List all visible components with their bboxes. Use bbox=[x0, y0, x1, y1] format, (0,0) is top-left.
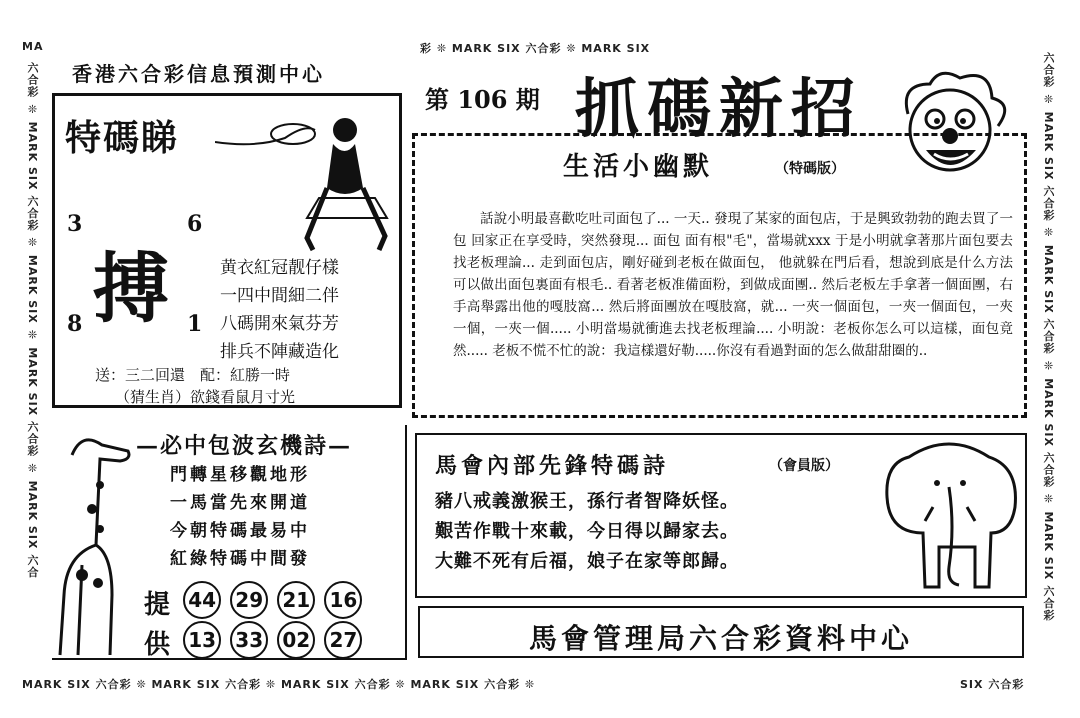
corner-ma: MA bbox=[22, 40, 44, 53]
member-poem-box bbox=[415, 433, 1027, 598]
provide-row-1 bbox=[144, 581, 366, 621]
humor-subtitle: （特碼版） bbox=[775, 161, 845, 177]
special-code-poem bbox=[220, 254, 339, 366]
woman-whip-illustration bbox=[215, 108, 401, 258]
member-poem-subtitle: （會員版） bbox=[769, 458, 839, 474]
corner-number-top-right: 6 bbox=[187, 211, 203, 237]
row-label: 提 bbox=[144, 590, 171, 620]
bottom-border-strip-right: SIX 六合彩 bbox=[960, 678, 1025, 691]
number-ball: 02 bbox=[277, 621, 315, 659]
number-ball: 44 bbox=[183, 581, 221, 619]
special-code-title: 特碼睇 bbox=[65, 117, 180, 159]
number-ball: 33 bbox=[230, 621, 268, 659]
right-border-strip: 六合彩 ❊ MARK SIX 六合彩 ❊ MARK SIX 六合彩 ❊ MARK SIX 六合彩 ❊ MARK SIX 六合彩 bbox=[1042, 52, 1055, 622]
poem-line: 紅綠特碼中間發 bbox=[170, 549, 310, 569]
provide-row-2 bbox=[144, 621, 366, 661]
left-border-strip: 六合彩 ❊ MARK SIX 六合彩 ❊ MARK SIX ❊ MARK SIX 六合彩 ❊ MARK SIX 六合 bbox=[26, 62, 39, 579]
poem-line: 排兵不陣藏造化 bbox=[220, 342, 339, 362]
poem-line: 門轉星移觀地形 bbox=[170, 465, 310, 485]
center-name: 香港六合彩信息預測中心 bbox=[72, 62, 325, 86]
issue-number: 第 106 期 bbox=[425, 85, 540, 114]
top-border-strip: 彩 ❊ MARK SIX 六合彩 ❊ MARK SIX bbox=[420, 42, 651, 55]
poem-line: 一馬當先來開道 bbox=[170, 493, 310, 513]
member-poem-lines bbox=[435, 487, 739, 577]
humor-title: 生活小幽默 bbox=[563, 152, 714, 182]
poem-line: 黄衣紅冠靓仔樣 bbox=[220, 258, 339, 278]
poem-line: 豬八戒義激猴王，孫行者智降妖怪。 bbox=[435, 491, 739, 512]
elephant-illustration bbox=[879, 437, 1023, 595]
sure-win-poem bbox=[170, 461, 310, 573]
special-code-box bbox=[52, 93, 402, 408]
humor-text: 話說小明最喜歡吃吐司面包了... 一天.. 發現了某家的面包店，于是興致勃勃的跑去買了一包 回家正在享受時，突然發現... 面包 面有根"毛"，當場就xxx 于是小明就拿著那片面包要去找老板理論... 走到面包店，剛好碰到老板在做面包， 他就躲在門后看，想說到底是什么方法可以做出面包裏面有根毛.. 看著老板准備面粉，到做成面團.. 然后老板左手拿著一個面團，右手高舉露出他的嘎肢窩... 然后將面團放在嘎肢窩，就... 一夾一個面包，一夾一個面包，一夾一個，一夾一個..... 小明當場就衝進去找老板理論.... 小明說：老板你怎么可以這樣，面包竟然..... 老板不慌不忙的說：我這樣還好勒.....你沒有看過對面的怎么做甜甜圈的.. bbox=[453, 211, 1013, 359]
poem-line: 一四中間細二伴 bbox=[220, 286, 339, 306]
corner-number-bottom-left: 8 bbox=[67, 311, 83, 337]
send-line: 送：三二回還 配：紅勝一時 bbox=[95, 366, 291, 384]
number-ball: 29 bbox=[230, 581, 268, 619]
poem-line: 大難不死有后福，娘子在家等郎歸。 bbox=[435, 551, 739, 572]
number-ball: 27 bbox=[324, 621, 362, 659]
guess-zodiac-line: （猜生肖）欲錢看鼠月寸光 bbox=[115, 388, 296, 406]
main-title: 抓碼新招 bbox=[575, 72, 863, 147]
footer-text: 馬會管理局六合彩資料中心 bbox=[528, 622, 913, 655]
footer-box bbox=[418, 606, 1024, 658]
member-poem-title: 馬會內部先鋒特碼詩 bbox=[435, 453, 670, 479]
sure-win-box bbox=[52, 425, 407, 660]
bottom-border-strip: MARK SIX 六合彩 ❊ MARK SIX 六合彩 ❊ MARK SIX 六合彩 ❊ MARK SIX 六合彩 ❊ bbox=[22, 678, 536, 691]
sure-win-title: —必中包波玄機詩— bbox=[136, 433, 353, 459]
humor-box bbox=[412, 133, 1027, 418]
poem-line: 今朝特碼最易中 bbox=[170, 521, 310, 541]
big-character: 搏 bbox=[93, 244, 169, 333]
number-ball: 13 bbox=[183, 621, 221, 659]
number-ball: 16 bbox=[324, 581, 362, 619]
giraffe-illustration bbox=[52, 425, 140, 657]
poem-line: 艱苦作戰十來載，今日得以歸家去。 bbox=[435, 521, 739, 542]
poem-line: 八碼開來氣芬芳 bbox=[220, 314, 339, 334]
corner-number-top-left: 3 bbox=[67, 211, 83, 237]
corner-number-bottom-right: 1 bbox=[187, 311, 203, 337]
row-label: 供 bbox=[144, 630, 171, 660]
number-ball: 21 bbox=[277, 581, 315, 619]
